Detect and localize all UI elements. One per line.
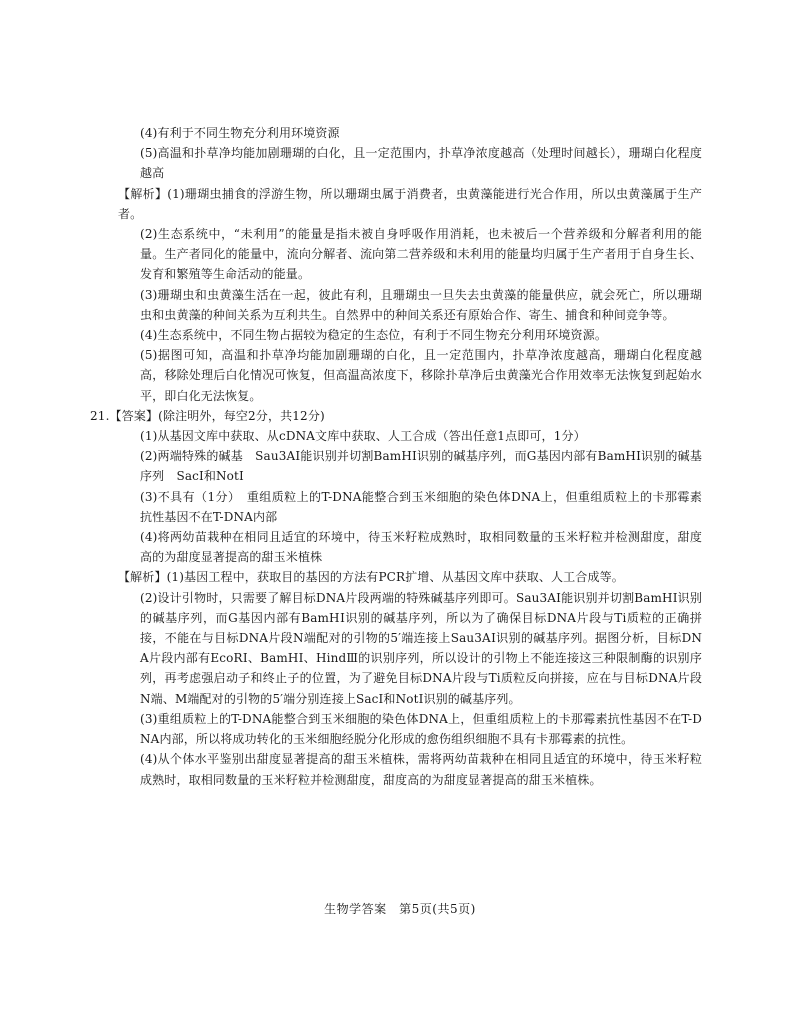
q21-analysis-1: 【解析】(1)基因工程中，获取目的基因的方法有PCR扩增、从基因文库中获取、人工合成等。 bbox=[118, 570, 624, 585]
question-21-answer-header: 21.【答案】(除注明外，每空2分，共12分) bbox=[90, 408, 325, 423]
q21-answer-3: (3)不具有（1分） 重组质粒上的T-DNA能整合到玉米细胞的染色体DNA上，但重组质粒上的卡那霉素抗性基因不在T-DNA内部 bbox=[140, 489, 702, 524]
analysis-item-2: (2)生态系统中，“未利用”的能量是指未被自身呼吸作用消耗，也未被后一个营养级和分解者利用的能量。生产者同化的能量中，流向分解者、流向第二营养级和未利用的能量均归属于生产者用于自身生长、发育和繁殖等生命活动的能量。 bbox=[140, 227, 702, 282]
q21-answer-2: (2)两端特殊的碱基 Sau3AⅠ能识别并切割BamHⅠ识别的碱基序列，而G基因内部有BamHⅠ识别的碱基序列 SacⅠ和NotⅠ bbox=[140, 449, 702, 484]
answer-item-5: (5)高温和扑草净均能加剧珊瑚的白化，且一定范围内，扑草净浓度越高（处理时间越长），珊瑚白化程度越高 bbox=[140, 146, 702, 181]
q21-answer-1: (1)从基因文库中获取、从cDNA文库中获取、人工合成（答出任意1点即可，1分） bbox=[140, 429, 586, 444]
analysis-item-4: (4)生态系统中，不同生物占据较为稳定的生态位，有利于不同生物充分利用环境资源。 bbox=[140, 328, 608, 343]
answer-content bbox=[90, 123, 702, 790]
analysis-item-1: 【解析】(1)珊瑚虫捕食的浮游生物，所以珊瑚虫属于消费者，虫黄藻能进行光合作用，所以虫黄藻属于生产者。 bbox=[118, 186, 702, 221]
q21-analysis-3: (3)重组质粒上的T-DNA能整合到玉米细胞的染色体DNA上，但重组质粒上的卡那霉素抗性基因不在T-DNA内部，所以将成功转化的玉米细胞经脱分化形成的愈伤组织细胞不具有卡那霉素的抗性。 bbox=[140, 711, 702, 747]
page-footer: 生物学答案 第5页(共5页) bbox=[324, 902, 476, 916]
analysis-item-3: (3)珊瑚虫和虫黄藻生活在一起，彼此有利，且珊瑚虫一旦失去虫黄藻的能量供应，就会死亡，所以珊瑚虫和虫黄藻的种间关系为互利共生。自然界中的种间关系还有原始合作、寄生、捕食和种间竞争等。 bbox=[140, 287, 702, 322]
q21-analysis-2: (2)设计引物时，只需要了解目标DNA片段两端的特殊碱基序列即可。Sau3AⅠ能识别并切割BamHⅠ识别的碱基序列，而G基因内部有BamHⅠ识别的碱基序列，所以为了确保目标DNA片段与Ti质粒的正确拼接，不能在与目标DNA片段N端配对的引物的5′端连接上Sau3AⅠ识别的碱基序列。据图分析，目标DNA片段内部有EcoRⅠ、BamHⅠ、HindⅢ的识别序列，所以设计的引物上不能连接这三种限制酶的识别序列，再考虑强启动子和终止子的位置，为了避免目标DNA片段与Ti质粒反向拼接，应在与目标DNA片段N端、M端配对的引物的5′端分别连接上SacⅠ和NotⅠ识别的碱基序列。 bbox=[140, 590, 702, 706]
q21-analysis-4: (4)从个体水平鉴别出甜度显著提高的甜玉米植株，需将两幼苗栽种在相同且适宜的环境中，待玉米籽粒成熟时，取相同数量的玉米籽粒并检测甜度，甜度高的为甜度显著提高的甜玉米植株。 bbox=[140, 752, 702, 787]
analysis-item-5: (5)据图可知，高温和扑草净均能加剧珊瑚的白化，且一定范围内，扑草净浓度越高，珊瑚白化程度越高，移除处理后白化情况可恢复，但高温高浓度下，移除扑草净后虫黄藻光合作用效率无法恢复到起始水平，即白化无法恢复。 bbox=[140, 348, 702, 403]
answer-item-4: (4)有利于不同生物充分利用环境资源 bbox=[140, 126, 340, 140]
q21-answer-4: (4)将两幼苗栽种在相同且适宜的环境中，待玉米籽粒成熟时，取相同数量的玉米籽粒并检测甜度，甜度高的为甜度显著提高的甜玉米植株 bbox=[140, 530, 702, 565]
